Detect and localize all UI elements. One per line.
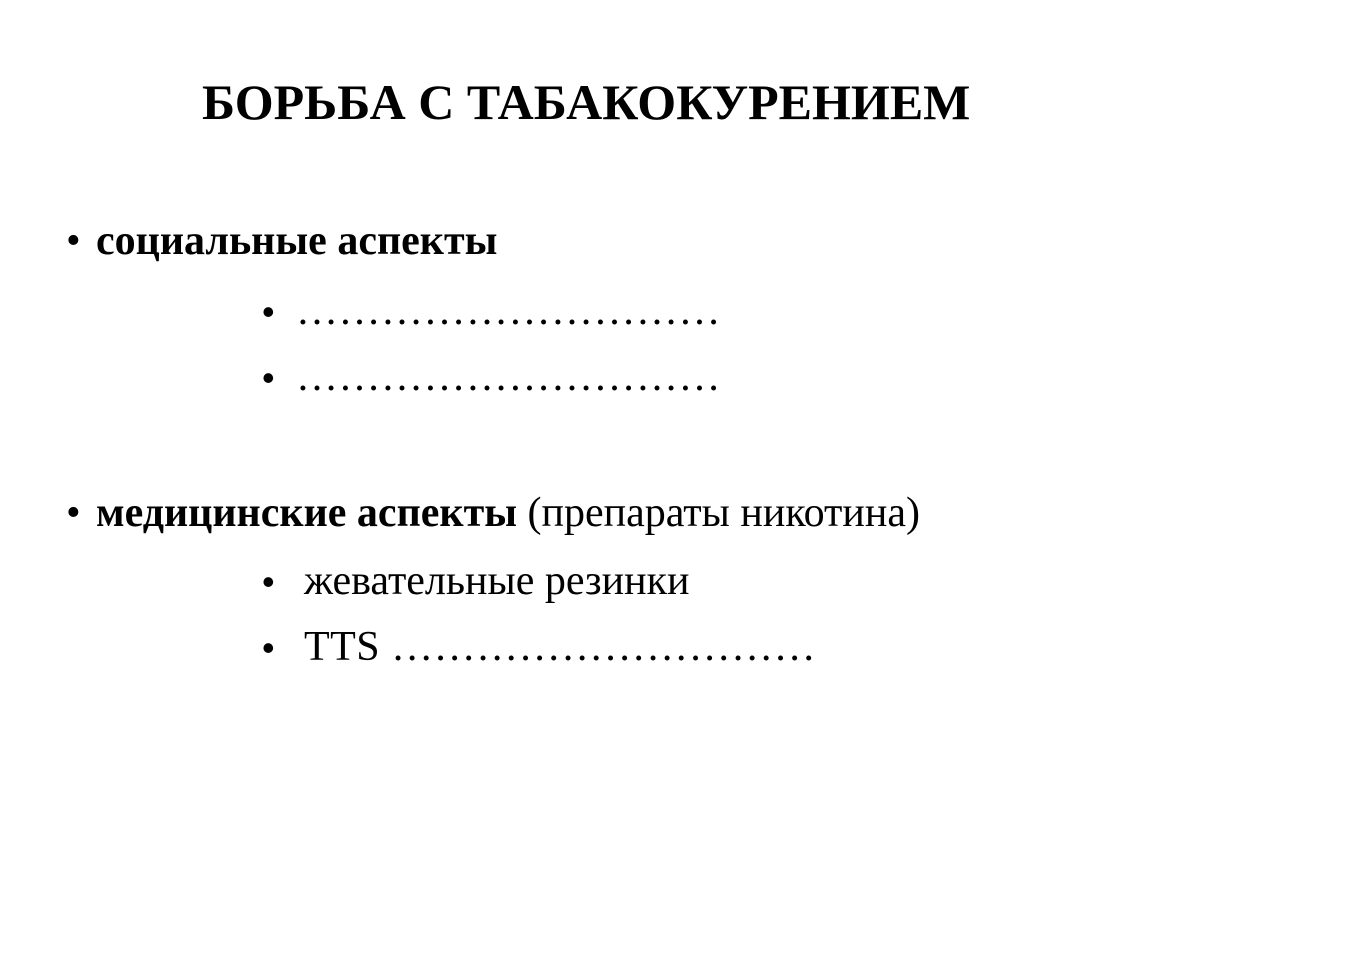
bullet-icon: •	[262, 627, 275, 668]
section-medical	[66, 488, 920, 538]
section-label: медицинские аспекты	[96, 490, 518, 536]
list-item	[262, 286, 721, 337]
section-social	[66, 216, 497, 266]
bullet-icon: •	[262, 291, 275, 332]
list-item-text: жевательные резинки	[304, 558, 690, 604]
placeholder-dots: …………………………	[296, 288, 721, 334]
list-item-text: TTS …………………………	[304, 624, 817, 670]
bullet-icon: •	[66, 218, 81, 264]
list-item	[262, 352, 721, 403]
section-label: социальные аспекты	[96, 218, 498, 264]
bullet-icon: •	[262, 561, 275, 602]
list-item	[262, 556, 689, 607]
list-item	[262, 622, 816, 673]
placeholder-dots: …………………………	[296, 354, 721, 400]
slide-title: БОРЬБА С ТАБАКОКУРЕНИЕМ	[202, 74, 971, 130]
bullet-icon: •	[262, 357, 275, 398]
section-note: (препараты никотина)	[527, 490, 920, 536]
bullet-icon: •	[66, 490, 81, 536]
